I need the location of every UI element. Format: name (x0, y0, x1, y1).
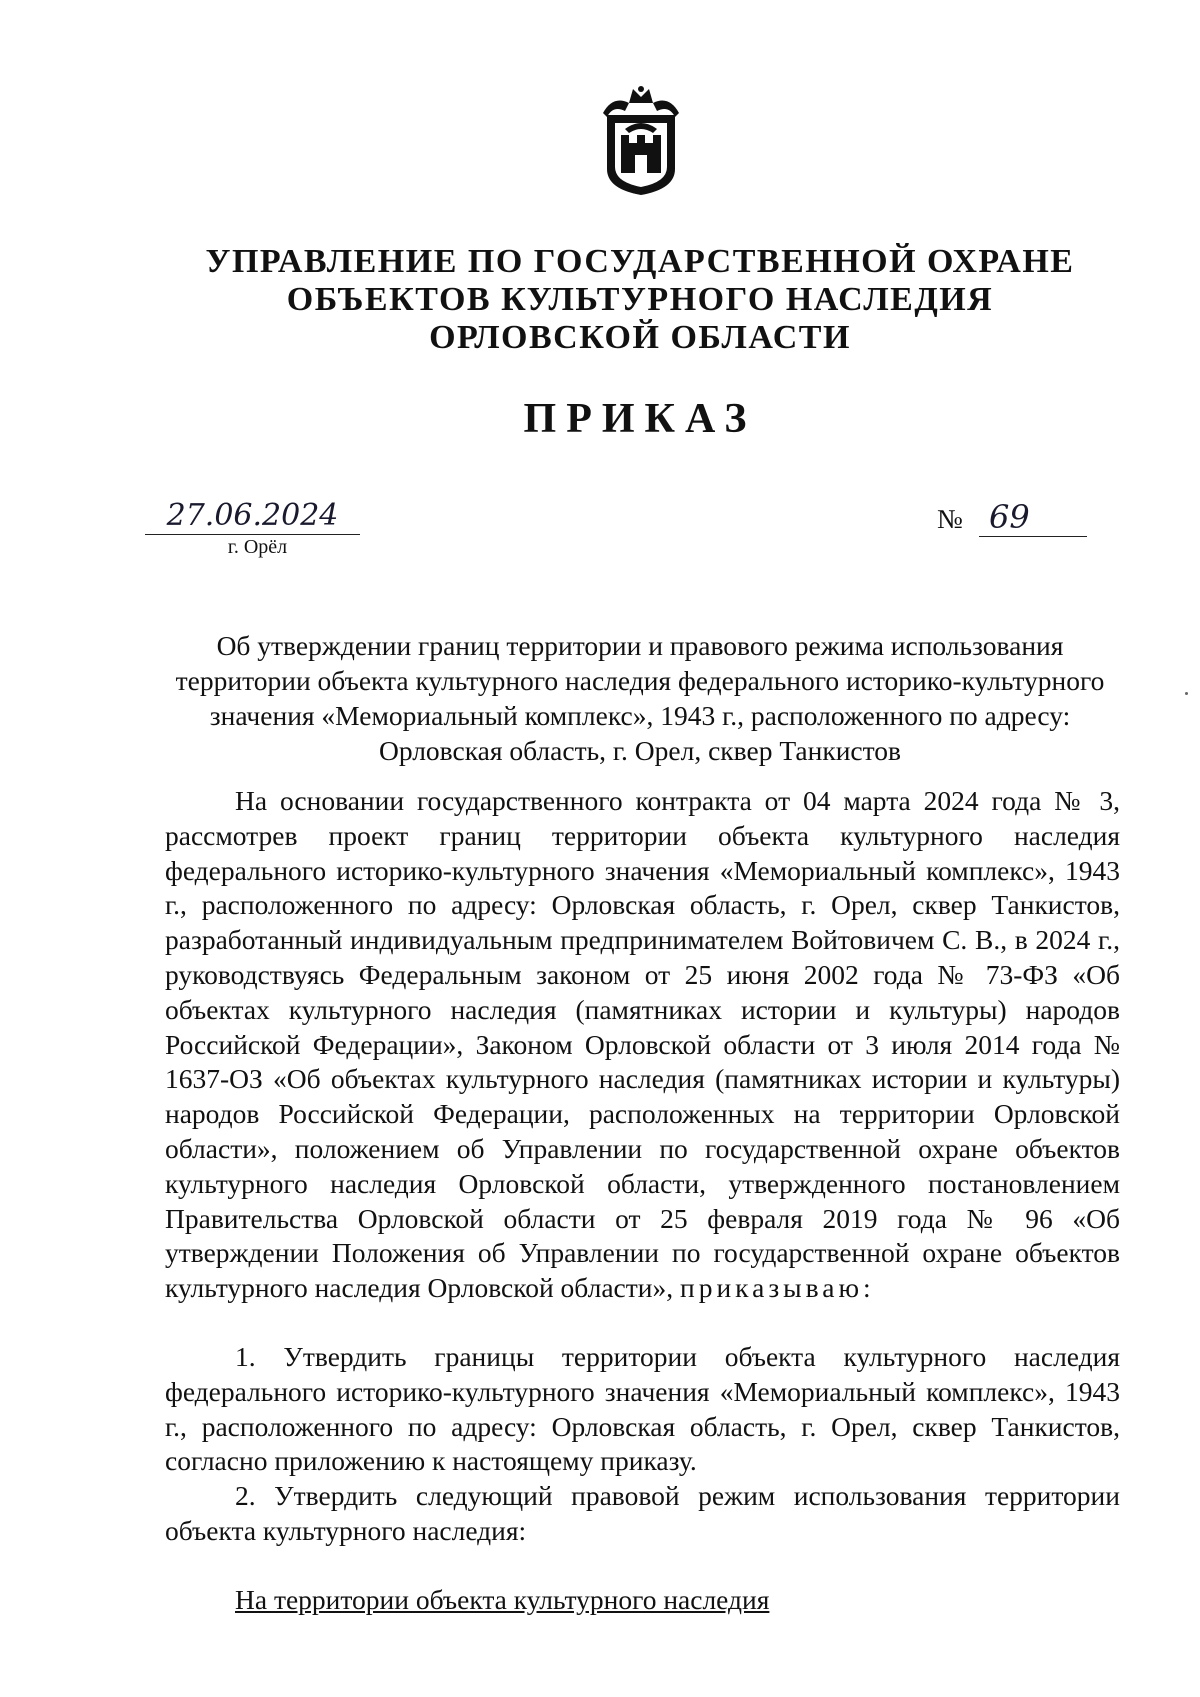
order-number-block (937, 500, 1087, 540)
date-block (145, 498, 360, 559)
document-type-title: ПРИКАЗ (523, 396, 757, 442)
section-heading-text: На территории объекта культурного наследия (235, 1583, 770, 1615)
section-heading (165, 1583, 1120, 1618)
subject-line: Об утверждении границ территории и правового режима использования (216, 630, 1064, 661)
city-label: г. Орёл (227, 536, 288, 558)
item-2-paragraph: 2. Утвердить следующий правовой режим использования территории объекта культурного наследия: (165, 1480, 1120, 1546)
number-sign: № (937, 504, 963, 534)
preamble-text: На основании государственного контракта от 04 марта 2024 года № 3, рассмотрев проект границ территории объекта культурного наследия федерального историко-культурного значения «Мемориальный комплекс», 1943 г., расположенного по адресу: Орловская область, г. Орел, сквер Танкистов, разработанный индивидуальным предпринимателем Войтовичем С. В., в 2024 г., руководствуясь Федеральным законом от 25 июня 2002 года № 73-ФЗ «Об объектах культурного наследия (памятниках истории и культуры) народов Российской Федерации», Законом Орловской области от 3 июля 2014 года № 1637-ОЗ «Об объектах культурного наследия (памятниках истории и культуры) народов Российской Федерации, расположенных на территории Орловской области», положением об Управлении по государственной охране объектов культурного наследия Орловской области, утвержденного постановлением Правительства Орловской области от 25 февраля 2019 года № 96 «Об утверждении Положения об Управлении по государственной охране объектов культурного наследия Орловской области», (165, 785, 1120, 1304)
handwritten-date: 27.06.2024 (145, 498, 360, 535)
number-underline (979, 536, 1087, 537)
item-1-paragraph: 1. Утвердить границы территории объекта культурного наследия федерального историко-культурного значения «Мемориальный комплекс», 1943 г., расположенного по адресу: Орловская область, г. Орел, сквер Танкистов, согласно приложению к настоящему приказу. (165, 1340, 1120, 1477)
preamble-paragraph (165, 784, 1120, 1306)
document-body (165, 784, 1120, 1618)
coat-of-arms-icon (595, 85, 687, 197)
handwritten-number: 69 (989, 498, 1030, 536)
organization-name (160, 243, 1120, 357)
order-word: приказываю: (679, 1272, 875, 1304)
subject-line: Орловская область, г. Орел, сквер Танкистов (378, 735, 902, 766)
subject-line: значения «Мемориальный комплекс», 1943 г., расположенного по адресу: (209, 700, 1071, 731)
scan-speck (1185, 692, 1188, 695)
org-line: ОБЪЕКТОВ КУЛЬТУРНОГО НАСЛЕДИЯ (286, 281, 994, 318)
org-line: УПРАВЛЕНИЕ ПО ГОСУДАРСТВЕННОЙ ОХРАНЕ (205, 243, 1075, 280)
subject-line: территории объекта культурного наследия федерального историко-культурного (175, 665, 1105, 696)
org-line: ОРЛОВСКОЙ ОБЛАСТИ (429, 319, 851, 356)
document-subject (160, 628, 1120, 768)
